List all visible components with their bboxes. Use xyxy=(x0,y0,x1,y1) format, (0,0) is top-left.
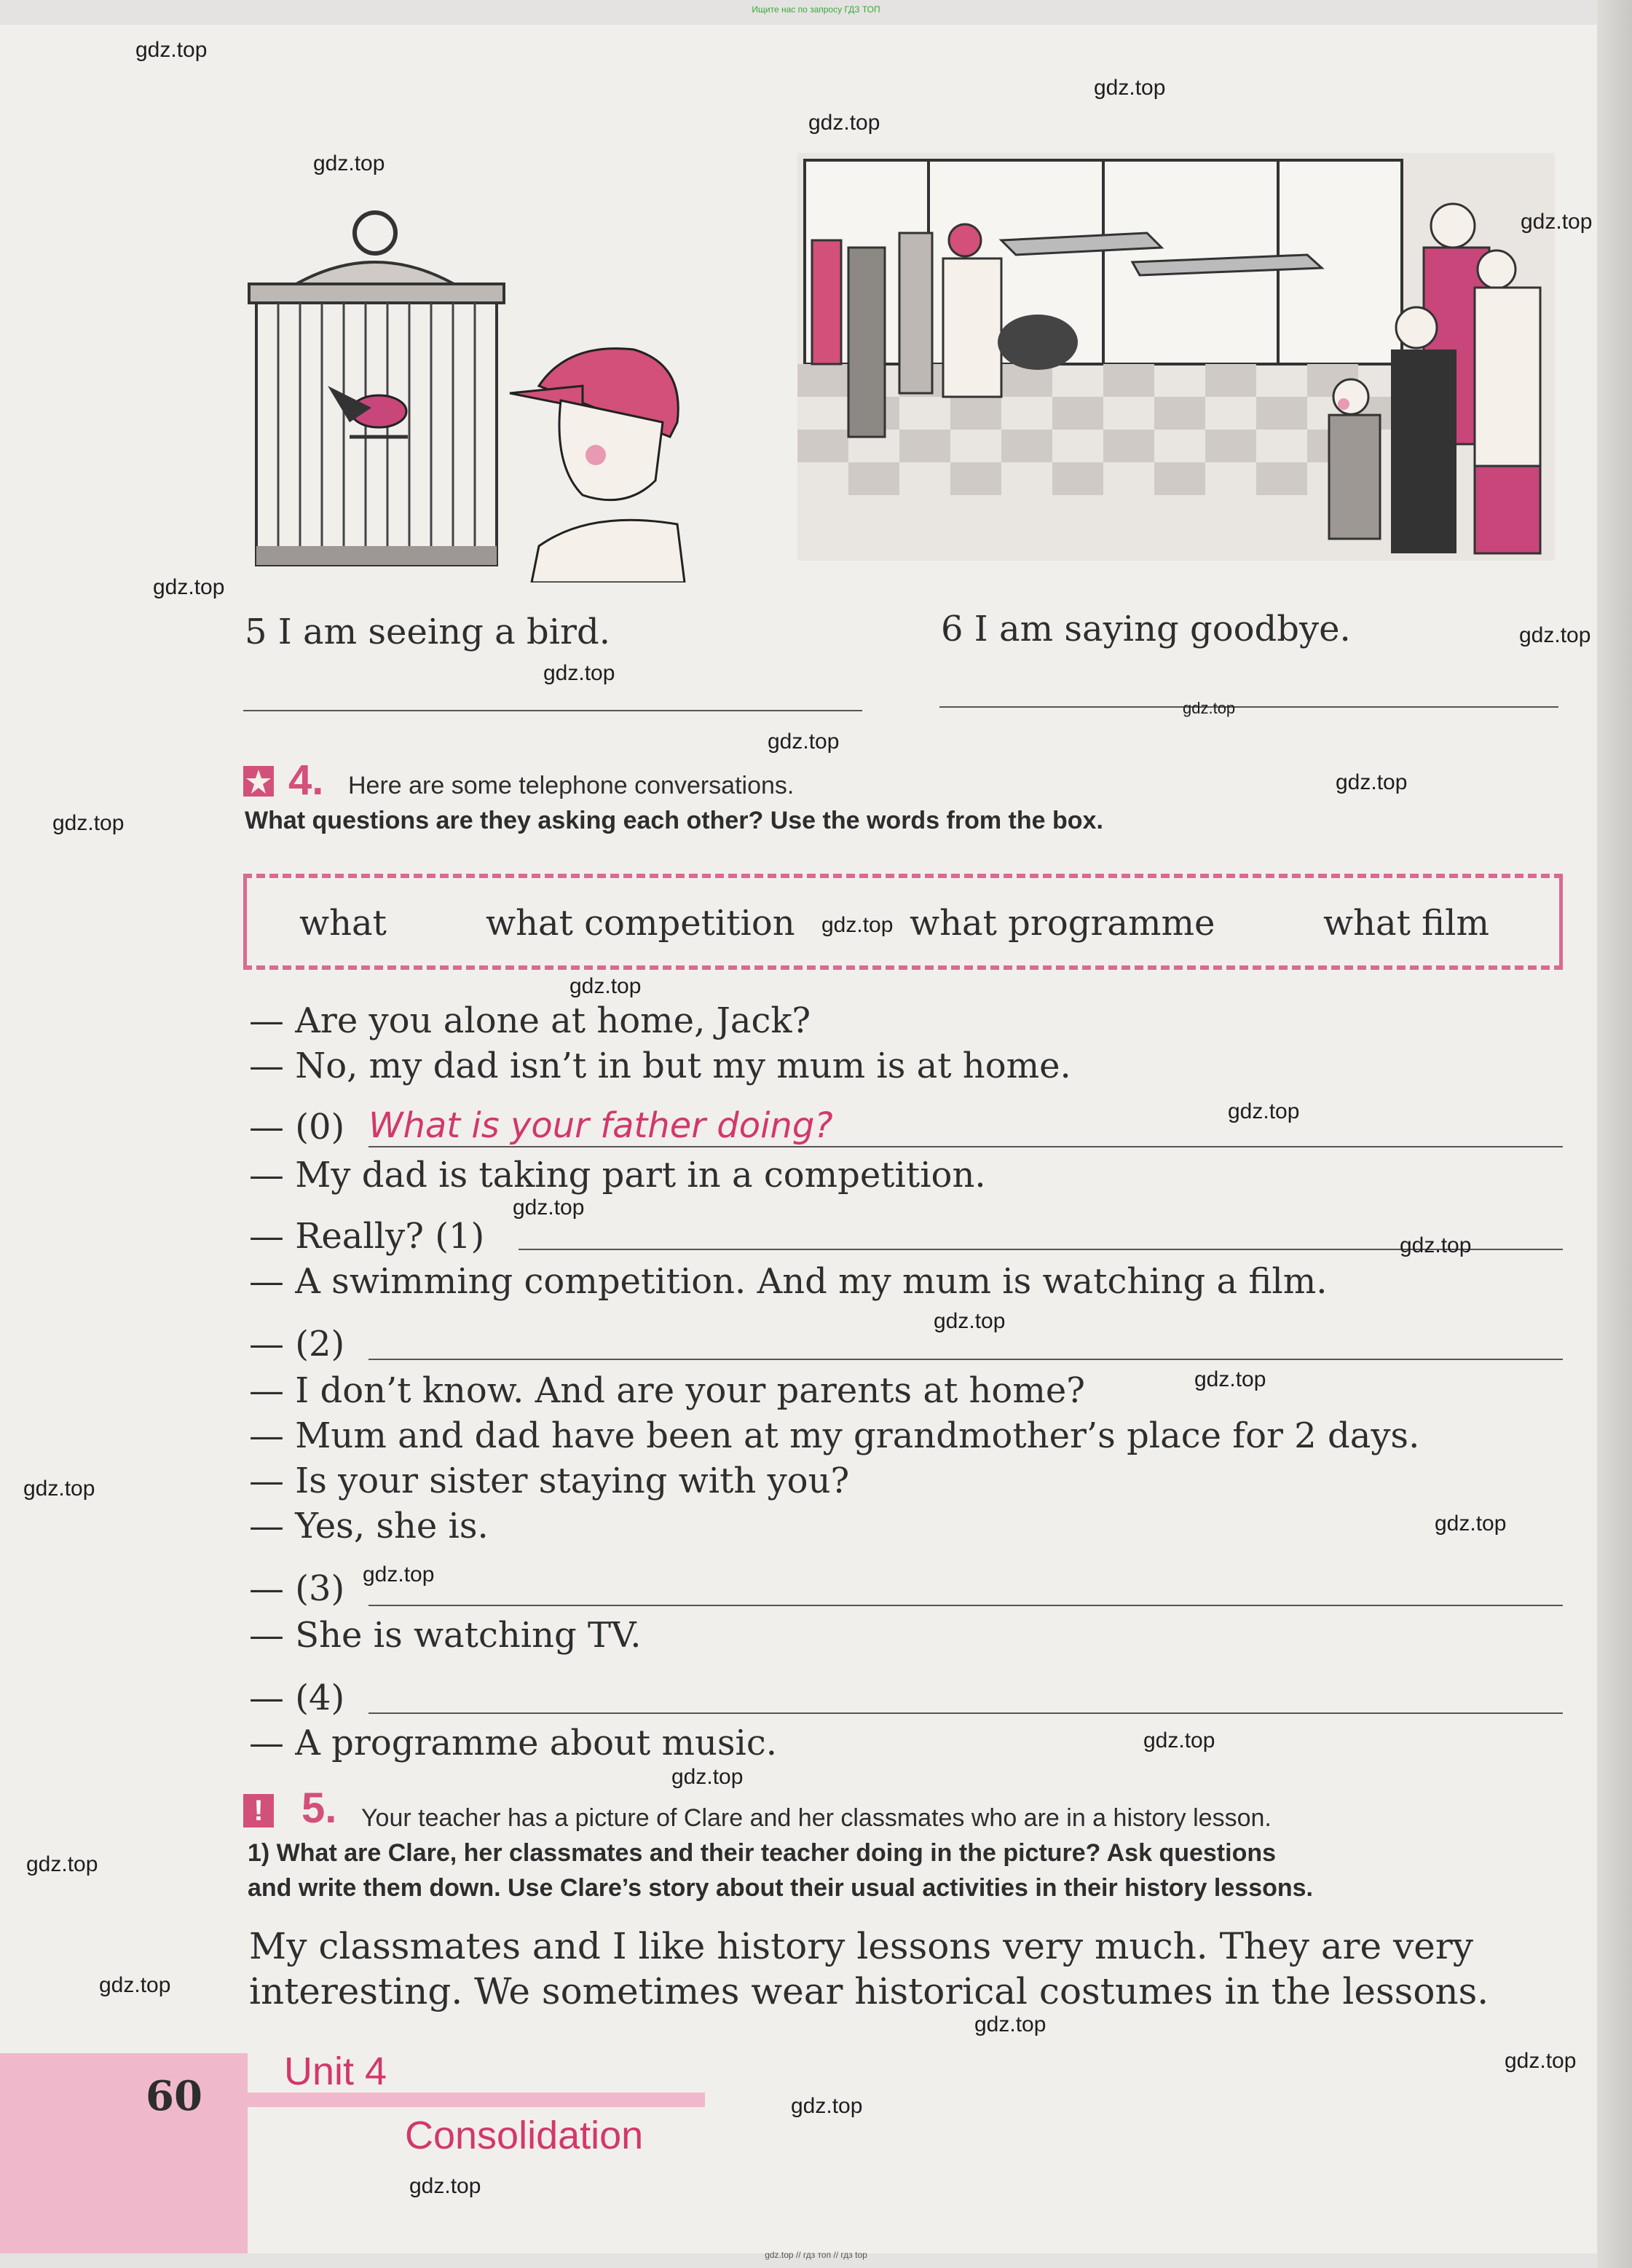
dialogue-line: — A programme about music. xyxy=(249,1723,777,1763)
watermark-link[interactable]: gdz.top xyxy=(1194,1367,1266,1391)
watermark-link[interactable]: gdz.top xyxy=(409,2174,481,2198)
watermark-link[interactable]: gdz.top xyxy=(52,811,125,835)
word-what-competition: what competition xyxy=(486,903,795,944)
watermark-link[interactable]: gdz.top xyxy=(974,2012,1046,2036)
answer-0: What is your father doing? xyxy=(368,1105,833,1146)
watermark-link[interactable]: gdz.top xyxy=(135,38,208,62)
dialogue-line: — A swimming competition. And my mum is watching a film. xyxy=(249,1261,1328,1302)
word-what-film: what film xyxy=(1323,903,1490,944)
watermark-link[interactable]: gdz.top xyxy=(1228,1099,1300,1123)
watermark-link[interactable]: gdz.top xyxy=(1505,2049,1577,2073)
dialogue-line-4: — (4) xyxy=(249,1678,345,1718)
watermark-link[interactable]: gdz.top xyxy=(23,1477,95,1501)
dialogue-line-1: — Really? (1) xyxy=(249,1216,485,1257)
unit-title: Unit 4 xyxy=(284,2050,387,2093)
answer-line-4[interactable] xyxy=(368,1712,1563,1714)
watermark-link[interactable]: gdz.top xyxy=(513,1196,585,1220)
dialogue-line: — Yes, she is. xyxy=(249,1506,489,1546)
dialogue-line-0: — (0) xyxy=(249,1107,345,1147)
caption-6: 6 I am saying goodbye. xyxy=(941,609,1351,649)
dialogue-line: — Are you alone at home, Jack? xyxy=(249,1000,811,1041)
answer-line-0[interactable] xyxy=(368,1146,1563,1147)
answer-line-5[interactable] xyxy=(243,710,862,711)
watermark-link[interactable]: gdz.top xyxy=(153,575,225,599)
watermark-link[interactable]: gdz.top xyxy=(313,151,385,175)
watermark-link[interactable]: gdz.top xyxy=(821,913,894,937)
exercise-5-intro: Your teacher has a picture of Clare and her classmates who are in a history lesson. xyxy=(361,1804,1272,1832)
airport-goodbye-picture xyxy=(797,153,1555,561)
boy-bird-cage-picture xyxy=(240,204,692,582)
exercise-4-task: What questions are they asking each other? Use the words from the box. xyxy=(245,807,1103,834)
answer-line-6[interactable] xyxy=(939,706,1558,708)
watermark-link[interactable]: gdz.top xyxy=(1400,1233,1472,1257)
caption-5: 5 I am seeing a bird. xyxy=(245,612,610,652)
dialogue-line: — My dad is taking part in a competition. xyxy=(249,1155,986,1196)
answer-line-2[interactable] xyxy=(368,1359,1563,1360)
watermark-link[interactable]: gdz.top xyxy=(808,111,880,135)
dialogue-line: — Mum and dad have been at my grandmother’s place for 2 days. xyxy=(249,1415,1420,1456)
word-what-programme: what programme xyxy=(910,903,1215,944)
watermark-link[interactable]: gdz.top xyxy=(1521,210,1593,234)
watermark-link[interactable]: gdz.top xyxy=(99,1973,171,1997)
exercise-4-number: 4. xyxy=(288,756,324,804)
bottom-banner[interactable]: gdz.top // гдз топ // гдз top xyxy=(765,2250,867,2260)
answer-line-3[interactable] xyxy=(368,1605,1563,1606)
airport-illustration xyxy=(797,153,1555,561)
exercise-5-text-line2: interesting. We sometimes wear historical costumes in the lessons. xyxy=(249,1970,1489,2012)
dialogue-line: — I don’t know. And are your parents at home? xyxy=(249,1370,1085,1411)
dialogue-line: — Is your sister staying with you? xyxy=(249,1461,850,1501)
watermark-link[interactable]: gdz.top xyxy=(1435,1512,1507,1536)
watermark-link[interactable]: gdz.top xyxy=(569,974,642,998)
exercise-5-text-line1: My classmates and I like history lessons very much. They are very xyxy=(249,1925,1474,1967)
footer-pink-tab xyxy=(0,2053,248,2253)
watermark-link[interactable]: gdz.top xyxy=(543,661,615,685)
exclamation-icon: ! xyxy=(243,1794,274,1828)
star-icon xyxy=(243,766,274,797)
dialogue-line: — No, my dad isn’t in but my mum is at home. xyxy=(249,1046,1071,1086)
watermark-link[interactable]: gdz.top xyxy=(934,1309,1006,1333)
top-banner[interactable]: Ищите нас по запросу ГДЗ ТОП xyxy=(752,4,880,15)
exercise-5-task-line1: 1) What are Clare, her classmates and their teacher doing in the picture? Ask questions xyxy=(248,1839,1277,1867)
cage-illustration xyxy=(240,204,692,582)
watermark-link[interactable]: gdz.top xyxy=(1094,76,1166,100)
exercise-5-number: 5. xyxy=(301,1785,337,1832)
watermark-link[interactable]: gdz.top xyxy=(26,1852,98,1876)
watermark-link[interactable]: gdz.top xyxy=(791,2094,863,2118)
watermark-link[interactable]: gdz.top xyxy=(363,1562,435,1587)
watermark-link[interactable]: gdz.top xyxy=(768,730,840,754)
exercise-5-task-line2: and write them down. Use Clare’s story about their usual activities in their history lessons. xyxy=(248,1874,1313,1902)
footer-pink-bar xyxy=(248,2093,705,2107)
watermark-link[interactable]: gdz.top xyxy=(1336,770,1408,794)
dialogue-line-2: — (2) xyxy=(249,1324,345,1364)
watermark-link[interactable]: gdz.top xyxy=(671,1765,744,1789)
page-edge xyxy=(1597,0,1632,2268)
watermark-link[interactable]: gdz.top xyxy=(1143,1728,1215,1753)
word-box xyxy=(243,874,1563,970)
page-number: 60 xyxy=(146,2072,202,2120)
section-title: Consolidation xyxy=(405,2114,644,2157)
dialogue-line: — She is watching TV. xyxy=(249,1615,642,1656)
watermark-link[interactable]: gdz.top xyxy=(1519,623,1591,647)
word-what: what xyxy=(299,903,387,944)
watermark-link[interactable]: gdz.top xyxy=(1183,699,1236,717)
exercise-4-intro: Here are some telephone conversations. xyxy=(348,772,795,799)
dialogue-line-3: — (3) xyxy=(249,1568,345,1609)
